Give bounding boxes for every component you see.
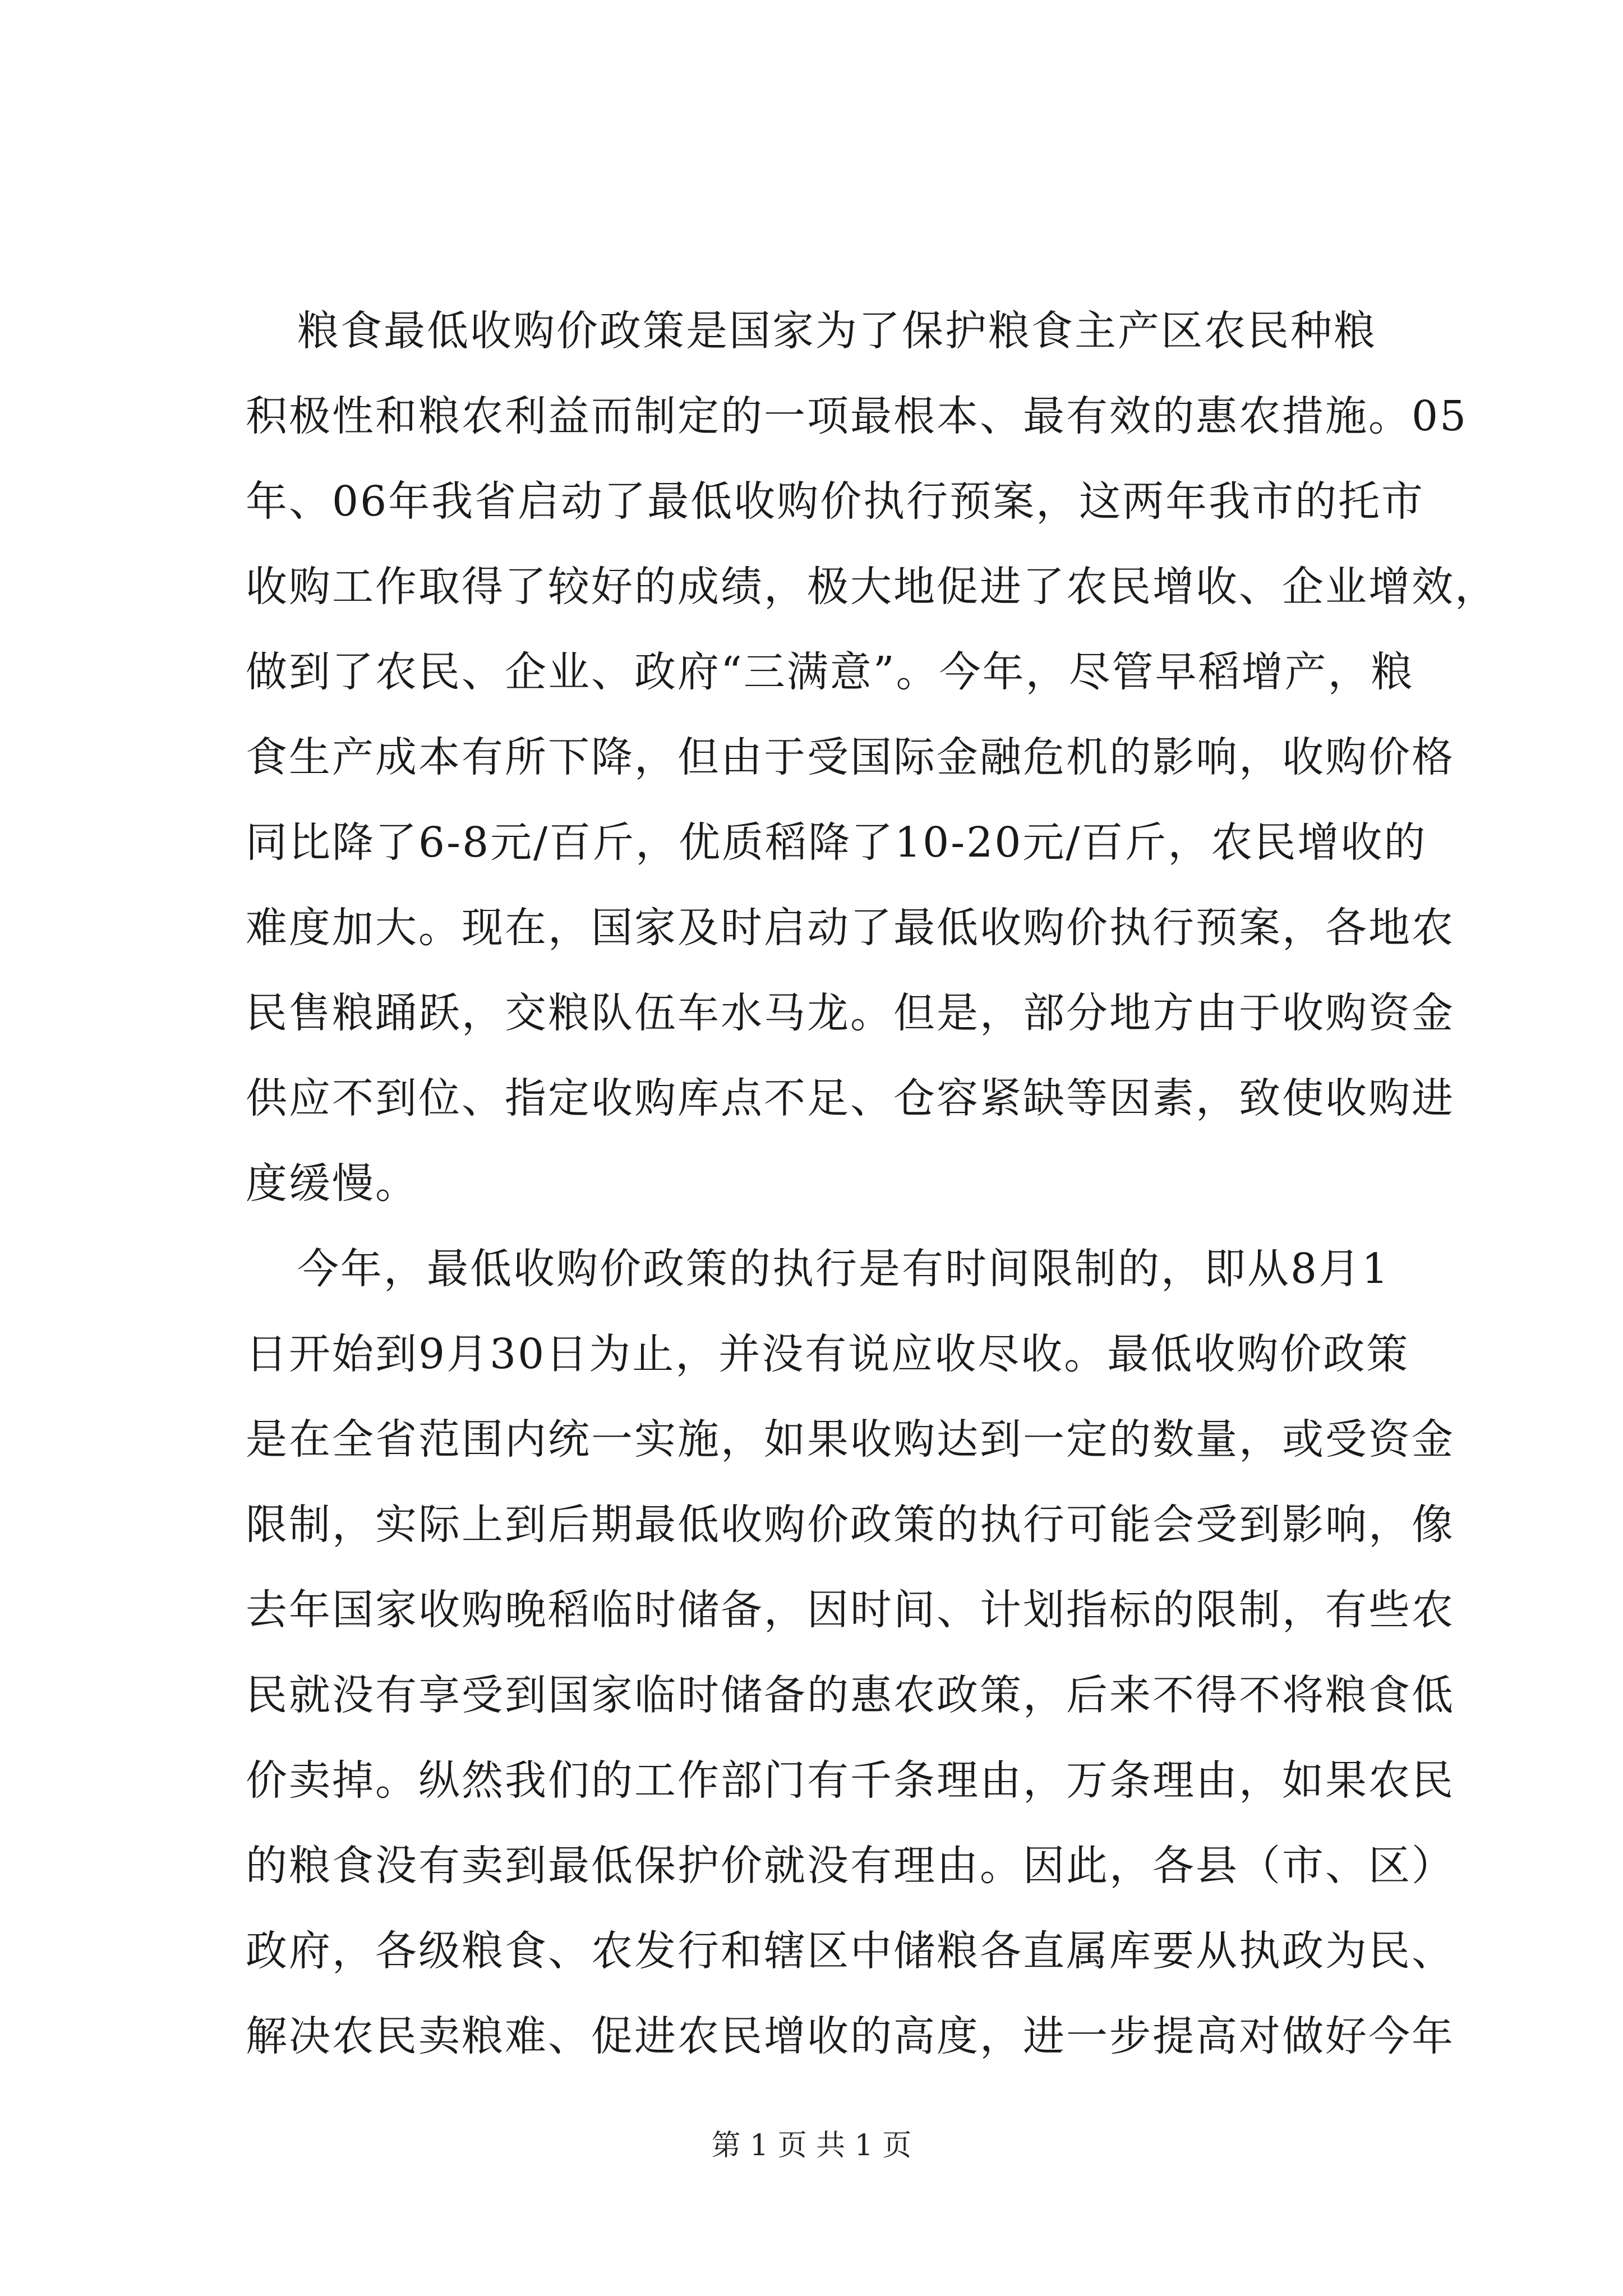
paragraph-1-line-8: 难度加大。现在，国家及时启动了最低收购价执行预案，各地农 bbox=[246, 904, 1455, 952]
paragraph-2-line-5: 去年国家收购晚稻临时储备，因时间、计划指标的限制，有些农 bbox=[246, 1586, 1455, 1634]
paragraph-1-line-2: 积极性和粮农利益而制定的一项最根本、最有效的惠农措施。05 bbox=[246, 392, 1468, 440]
paragraph-1-line-6: 食生产成本有所下降，但由于受国际金融危机的影响，收购价格 bbox=[246, 733, 1455, 781]
paragraph-2-line-7: 价卖掉。纵然我们的工作部门有千条理由，万条理由，如果农民 bbox=[246, 1756, 1455, 1805]
paragraph-2-line-3: 是在全省范围内统一实施，如果收购达到一定的数量，或受资金 bbox=[246, 1415, 1455, 1464]
paragraph-1-line-3: 年、06年我省启动了最低收购价执行预案，这两年我市的托市 bbox=[246, 477, 1425, 526]
paragraph-2-line-8: 的粮食没有卖到最低保护价就没有理由。因此，各县（市、区） bbox=[246, 1842, 1455, 1890]
paragraph-1-line-7: 同比降了6-8元/百斤，优质稻降了10-20元/百斤，农民增收的 bbox=[246, 818, 1427, 867]
page-footer: 第 1 页 共 1 页 bbox=[711, 2129, 912, 2162]
paragraph-2-line-10: 解决农民卖粮难、促进农民增收的高度，进一步提高对做好今年 bbox=[246, 2012, 1455, 2060]
paragraph-1-line-4: 收购工作取得了较好的成绩，极大地促进了农民增收、企业增效， bbox=[246, 563, 1498, 611]
paragraph-2-line-6: 民就没有享受到国家临时储备的惠农政策，后来不得不将粮食低 bbox=[246, 1671, 1455, 1719]
paragraph-1-line-10: 供应不到位、指定收购库点不足、仓容紧缺等因素，致使收购进 bbox=[246, 1074, 1455, 1122]
paragraph-1-line-5: 做到了农民、企业、政府“三满意”。今年，尽管早稻增产，粮 bbox=[246, 648, 1414, 696]
paragraph-2-line-1: 今年，最低收购价政策的执行是有时间限制的，即从8月1 bbox=[297, 1245, 1390, 1293]
paragraph-1-line-11: 度缓慢。 bbox=[246, 1159, 418, 1208]
paragraph-2-line-9: 政府，各级粮食、农发行和辖区中储粮各直属库要从执政为民、 bbox=[246, 1927, 1455, 1975]
paragraph-2-line-2: 日开始到9月30日为止，并没有说应收尽收。最低收购价政策 bbox=[246, 1330, 1410, 1378]
paragraph-1-line-1: 粮食最低收购价政策是国家为了保护粮食主产区农民种粮 bbox=[297, 307, 1377, 355]
paragraph-1-line-9: 民售粮踊跃，交粮队伍车水马龙。但是，部分地方由于收购资金 bbox=[246, 989, 1455, 1037]
paragraph-2-line-4: 限制，实际上到后期最低收购价政策的执行可能会受到影响，像 bbox=[246, 1501, 1455, 1549]
